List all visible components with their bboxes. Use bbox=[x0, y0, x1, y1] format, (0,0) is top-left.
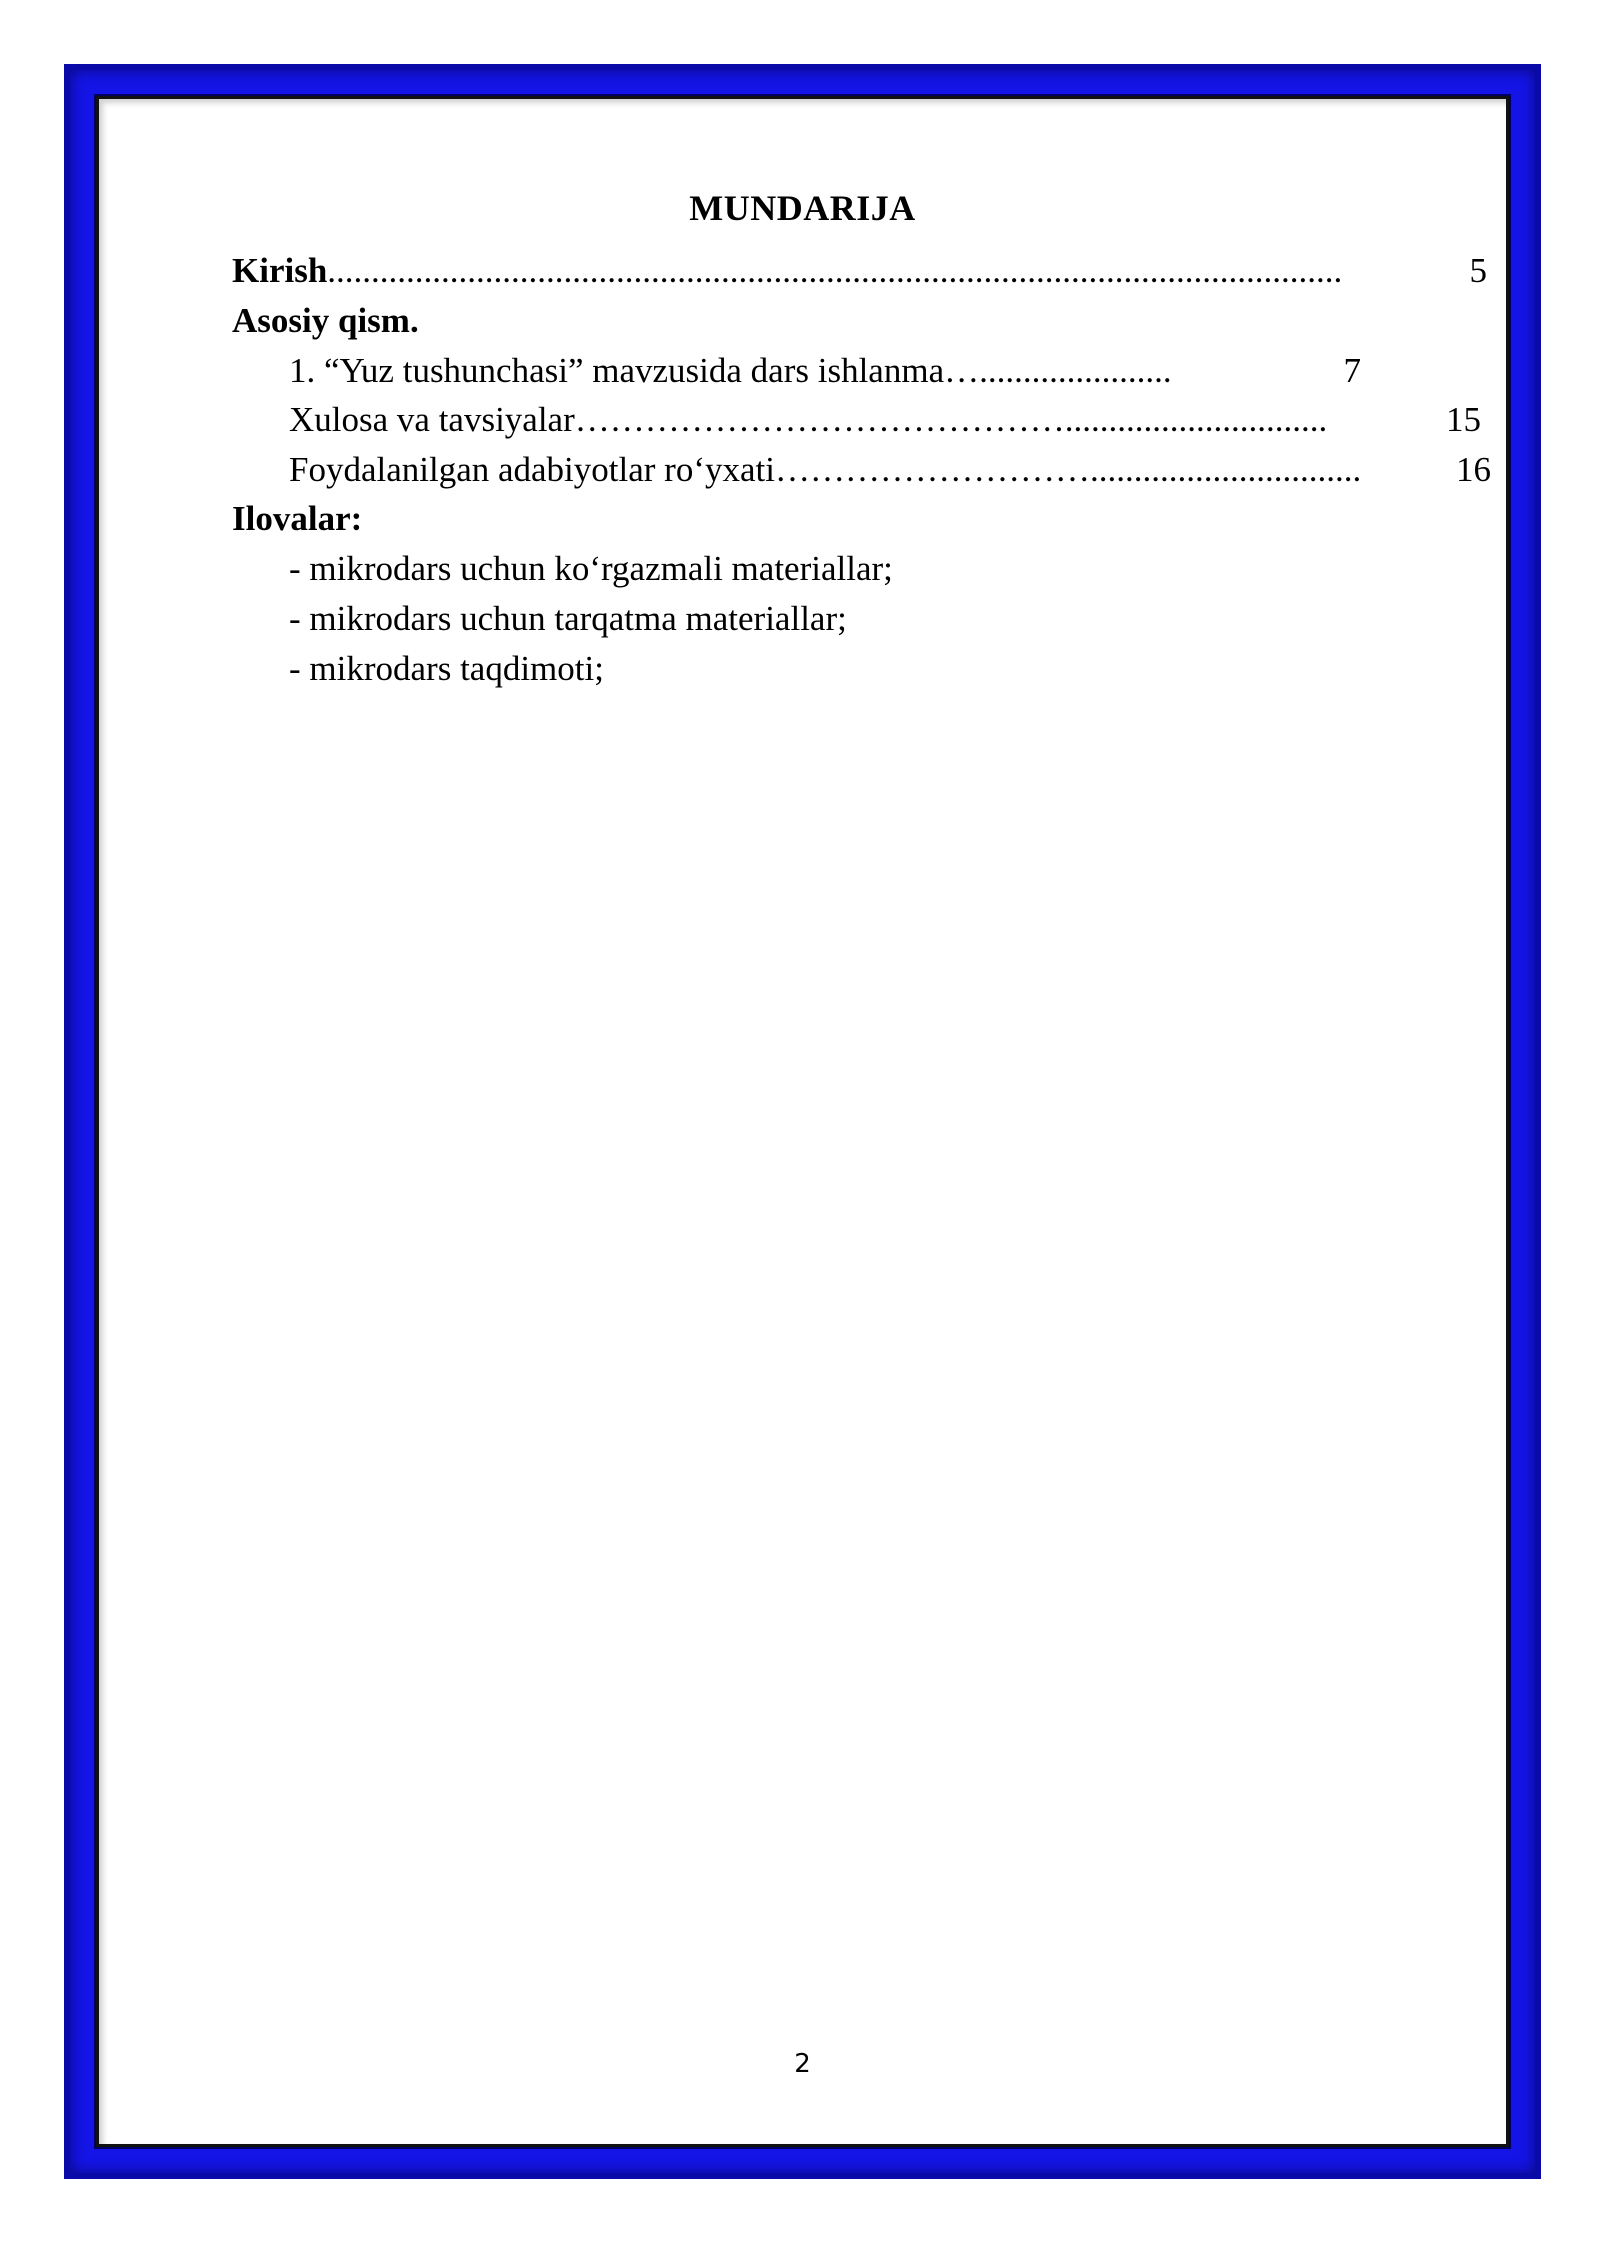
appendix-item: - mikrodars uchun tarqatma materiallar; bbox=[289, 599, 847, 638]
toc-page-number: 5 bbox=[1469, 251, 1487, 290]
appendix-item: - mikrodars taqdimoti; bbox=[289, 649, 604, 688]
toc-dot-leader: .................................................................................................................... bbox=[327, 251, 1343, 290]
page-border-frame bbox=[64, 64, 1541, 2179]
toc-dot-leader: …………………………………….............................. bbox=[574, 400, 1328, 439]
toc-entry-intro bbox=[232, 249, 1487, 293]
page-number: 2 bbox=[794, 2049, 811, 2079]
page-content-area bbox=[96, 96, 1509, 2147]
toc-heading-appendices: Ilovalar: bbox=[232, 499, 363, 538]
toc-title: MUNDARIJA bbox=[689, 188, 916, 228]
toc-heading-main-part: Asosiy qism. bbox=[232, 301, 419, 340]
toc-entry-label: Kirish bbox=[232, 251, 328, 290]
appendix-item: - mikrodars uchun ko‘rgazmali materiallar; bbox=[289, 549, 893, 588]
toc-page-number: 15 bbox=[1446, 400, 1481, 439]
toc-entry-label: 1. “Yuz tushunchasi” mavzusida dars ishlanma bbox=[289, 351, 945, 390]
toc-entry-label: Foydalanilgan adabiyotlar ro‘yxati bbox=[289, 450, 775, 489]
toc-page-number: 16 bbox=[1456, 450, 1491, 489]
toc-dot-leader: ………………………............................... bbox=[774, 450, 1362, 489]
toc-entry-label: Xulosa va tavsiyalar bbox=[289, 400, 575, 439]
toc-dot-leader: …...................... bbox=[944, 351, 1172, 390]
toc-page-number: 7 bbox=[1343, 351, 1361, 390]
toc-entry-references bbox=[289, 448, 1491, 492]
toc-entry-conclusion bbox=[289, 398, 1481, 442]
toc-entry-lesson-plan bbox=[289, 349, 1361, 393]
